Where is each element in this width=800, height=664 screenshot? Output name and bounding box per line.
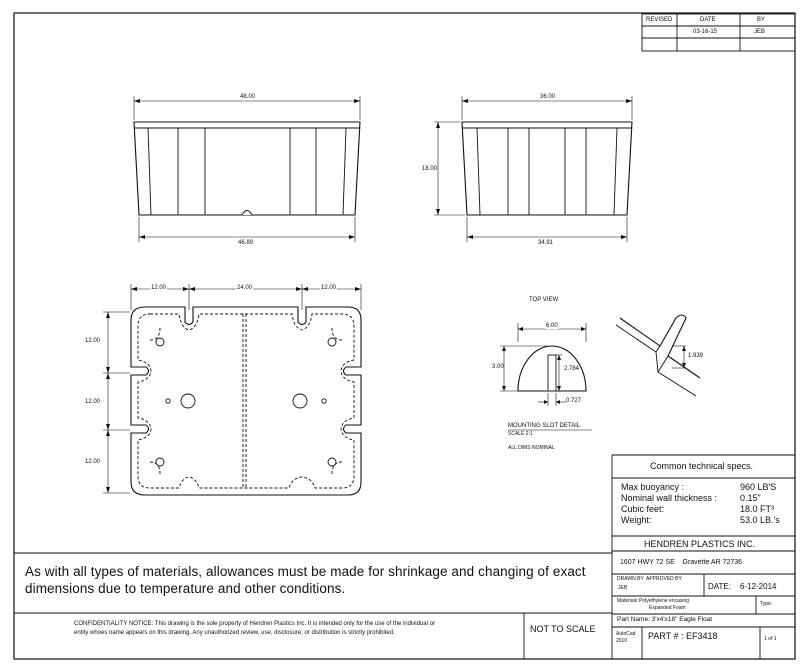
dim-plan-top-3: 12.00 — [321, 285, 337, 291]
spec-value-weight: 53.0 LB.'s — [740, 515, 780, 525]
rev-header-revised: REVISED — [646, 17, 673, 23]
spec-value-wall: 0.15" — [740, 493, 761, 503]
dim-slot-inner: 2.784 — [564, 366, 580, 372]
dim-long-top: 48.00 — [240, 94, 256, 100]
long-elevation — [134, 96, 360, 242]
plan-view — [103, 284, 361, 495]
dim-slot-width: 6.00 — [546, 323, 558, 329]
not-to-scale-note: NOT TO SCALE — [530, 624, 596, 634]
dim-plan-top-2: 24.00 — [237, 285, 253, 291]
spec-value-cubic: 18.0 FT³ — [740, 504, 775, 514]
specs-title: Common technical specs. — [650, 461, 754, 471]
spec-label-weight: Weight: — [621, 515, 652, 525]
autocad-label: AutoCad — [616, 631, 636, 637]
confidentiality-line-1: CONFIDENTIALITY NOTICE: This drawing is the sole property of Hendren Plastics Inc. It is intended only for the use of the individual or — [74, 621, 435, 627]
slot-detail-note: ALL DIMS NOMINAL — [508, 445, 555, 451]
type-label: Type: — [760, 601, 773, 607]
rev-header-date: DATE — [700, 17, 716, 23]
rev-row-date: 03-16-15 — [693, 29, 718, 35]
drawn-by-value: JEB — [618, 585, 628, 591]
autocad-year: 2010 — [616, 638, 628, 644]
dim-height: 18.00 — [422, 166, 438, 172]
drawn-by-label: DRAWN BY — [617, 576, 644, 582]
rev-header-by: BY — [757, 17, 766, 23]
dim-long-bottom: 46.89 — [238, 240, 254, 246]
spec-label-cubic: Cubic feet: — [621, 504, 665, 514]
company-name: HENDREN PLASTICS INC. — [644, 539, 756, 549]
dim-slot-height: 3.00 — [492, 364, 504, 370]
spec-label-buoyancy: Max buoyancy : — [621, 482, 685, 492]
dim-plan-side-1: 12.00 — [85, 338, 101, 344]
dim-plan-side-3: 12.00 — [85, 459, 101, 465]
part-number: PART # : EF3418 — [648, 631, 718, 641]
dim-plan-top-1: 12.00 — [151, 285, 167, 291]
dim-iso: 1.939 — [688, 353, 704, 359]
date-value: 6-12-2014 — [740, 582, 777, 591]
dim-short-bottom: 34.91 — [538, 240, 554, 246]
short-elevation — [434, 96, 632, 242]
materials-label: Materials: — [617, 598, 639, 604]
dim-plan-side-2: 12.00 — [85, 399, 101, 405]
materials-line-2: Expanded Foam — [649, 605, 686, 611]
approved-by-label: APPROVED BY — [646, 576, 682, 582]
dim-slot-gap: 0.727 — [566, 398, 582, 404]
top-view-label: TOP VIEW — [529, 297, 559, 303]
confidentiality-line-2: entity whoes name appears on this drawing. Any unauthorized review, use, disclosure, or distribution is strictly prohibited. — [74, 630, 395, 636]
sheet-number: 1 of 1 — [764, 636, 777, 642]
slot-detail-title: MOUNTING SLOT DETAIL — [508, 423, 581, 429]
date-label: DATE: — [708, 582, 731, 591]
rev-row-by: JEB — [754, 29, 766, 35]
spec-value-buoyancy: 960 LB'S — [740, 482, 777, 492]
slot-detail — [500, 315, 700, 430]
part-name: Part Name: 3'x4'x18" Eagle Float — [617, 616, 713, 623]
allowance-note-line-1: As with all types of materials, allowances must be made for shrinkage and changing of exact — [25, 564, 586, 579]
dim-short-top: 36.00 — [540, 94, 556, 100]
materials-line-1: Polyethylene encasing — [639, 598, 690, 604]
slot-detail-scale: SCALE 2:1 — [508, 431, 533, 437]
company-address: 1607 HWY 72 SE Gravette AR 72736 — [620, 559, 743, 566]
spec-label-wall: Nominal wall thickness : — [621, 493, 718, 503]
allowance-note-line-2: dimensions due to temperature and other conditions. — [25, 581, 346, 596]
